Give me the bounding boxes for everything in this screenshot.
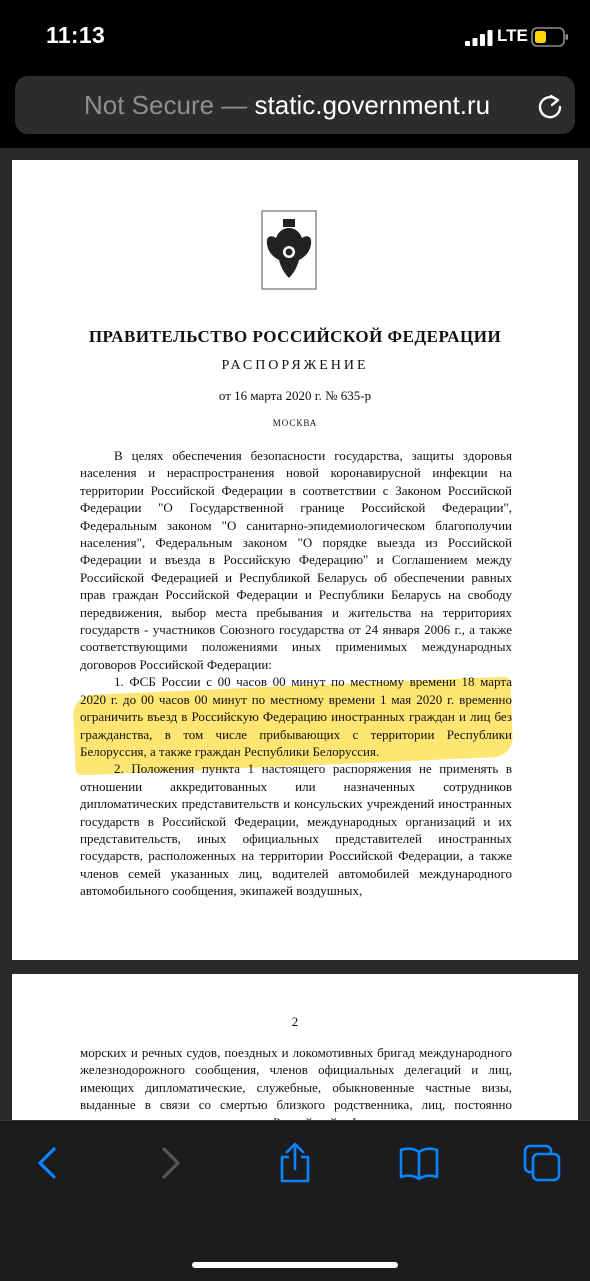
back-icon[interactable] <box>22 1143 72 1183</box>
network-type: LTE <box>497 26 528 45</box>
forward-icon[interactable] <box>146 1143 196 1183</box>
tabs-icon[interactable] <box>518 1143 568 1183</box>
security-label: Not Secure <box>84 90 215 120</box>
signal-icon <box>465 30 493 46</box>
document-date-number: от 16 марта 2020 г. № 635-р <box>218 388 372 403</box>
url-text[interactable] <box>84 90 490 121</box>
document-viewer[interactable] <box>0 148 590 1120</box>
bookmarks-icon[interactable] <box>394 1143 444 1183</box>
document-page-1 <box>12 160 578 960</box>
government-title: ПРАВИТЕЛЬСТВО РОССИЙСКОЙ ФЕДЕРАЦИИ <box>88 327 502 346</box>
paragraph-preamble: В целях обеспечения безопасности государства, защиты здоровья населения и нераспространения новой коронавирусной инфекции на территории Российской Федерации в соответствии с Законом Российской Федерации "О Государственной границе Российской Федерации", Федеральным законом "О санитарно-эпидемиологическом благополучии населения", Федеральным законом "О порядке выезда из Российской Федерации и въезда в Российскую Федерацию" и Соглашением между Российской Федерацией и Республикой Беларусь об обеспечении равных прав граждан Российской Федерации и Республики Беларусь на свободу передвижения, выбор места пребывания и жительства на территориях государств - участников Союзного государства от 24 января 2006 г., а также соответствующими положениями иных применимых международных договоров Российской Федерации: <box>80 448 512 672</box>
coat-of-arms-icon <box>261 210 317 290</box>
document-city: МОСКВА <box>272 418 318 428</box>
paragraph-continued: морских и речных судов, поездных и локомотивных бригад международного железнодорожного сообщения, членов официальных делегаций и лиц, имеющих дипломатические, служебные, обыкновенные частные визы, выданные в связи со смертью близкого родственника, лиц, постоянно <box>80 1045 512 1113</box>
status-time: 11:13 <box>46 22 106 48</box>
paragraph-1: 1. ФСБ России с 00 часов 00 минут по местному времени 18 марта 2020 г. до 00 часов 00 минут по местному времени 1 мая 2020 г. временно ограничить въезд в Российскую Федерацию иностранных граждан и лиц без гражданства, в том числе прибывающих с территории Республики Белоруссия, а также граждан Республики Белоруссия. <box>80 674 512 759</box>
status-bar <box>0 0 590 70</box>
document-type: РАСПОРЯЖЕНИЕ <box>221 358 369 373</box>
url-domain: static.government.ru <box>254 90 491 120</box>
paragraph-2: 2. Положения пункта 1 настоящего распоряжения не применять в отношении аккредитованных или назначенных сотрудников дипломатических представительств и консульских учреждений иностранных государств в Российской Федерации, международных организаций и их представительств, иных официальных представителей иностранных государств, расположенных на территории Российской Федерации, а также членов семей указанных лиц, водителей автомобилей международного автомобильного сообщения, экипажей воздушных, <box>80 761 512 899</box>
url-separator: — <box>214 90 255 120</box>
reload-icon[interactable] <box>535 91 565 121</box>
page-1-body <box>80 447 512 900</box>
battery-icon <box>531 27 569 47</box>
address-bar[interactable] <box>15 76 575 134</box>
page-number: 2 <box>291 1014 299 1029</box>
home-indicator[interactable] <box>192 1262 398 1268</box>
bottom-toolbar <box>0 1120 590 1281</box>
share-icon[interactable] <box>270 1143 320 1183</box>
